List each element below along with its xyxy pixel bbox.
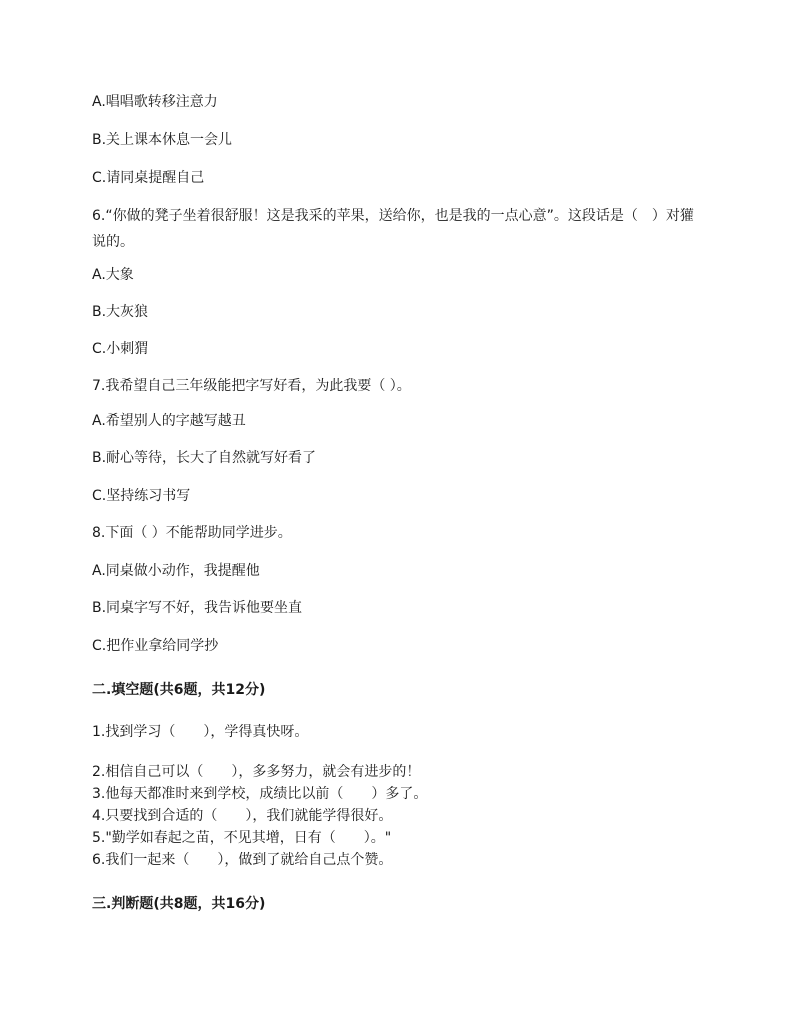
option-6b: B.大灰狼 bbox=[92, 304, 149, 320]
option-5b: B.关上课本休息一会儿 bbox=[92, 132, 233, 148]
option-7a: A.希望别人的字越写越丑 bbox=[92, 413, 246, 429]
option-6c: C.小刺猬 bbox=[92, 341, 149, 357]
fill-blank-5: 5."勤学如春起之苗，不见其增，日有（ ）。" bbox=[92, 830, 392, 846]
option-6a: A.大象 bbox=[92, 267, 134, 283]
question-8: 8.下面（ ）不能帮助同学进步。 bbox=[92, 525, 292, 541]
question-6: 6.“你做的凳子坐着很舒服！这是我采的苹果，送给你，也是我的一点心意”。这段话是（ ）对獾说的。 bbox=[92, 208, 694, 250]
question-7: 7.我希望自己三年级能把字写好看，为此我要（ ）。 bbox=[92, 378, 411, 394]
option-5c: C.请同桌提醒自己 bbox=[92, 170, 205, 186]
fill-blank-3: 3.他每天都准时来到学校，成绩比以前（ ）多了。 bbox=[92, 786, 428, 802]
fill-blank-6: 6.我们一起来（ ），做到了就给自己点个赞。 bbox=[92, 852, 393, 868]
option-8c: C.把作业拿给同学抄 bbox=[92, 638, 219, 654]
option-5a: A.唱唱歌转移注意力 bbox=[92, 94, 218, 110]
option-7b: B.耐心等待，长大了自然就写好看了 bbox=[92, 450, 317, 466]
section-true-false-heading: 三.判断题(共8题，共16分) bbox=[92, 896, 266, 912]
fill-blank-2: 2.相信自己可以（ ），多多努力，就会有进步的！ bbox=[92, 764, 421, 780]
fill-blank-4: 4.只要找到合适的（ ），我们就能学得很好。 bbox=[92, 808, 393, 824]
section-fill-blank-heading: 二.填空题(共6题，共12分) bbox=[92, 682, 266, 698]
option-7c: C.坚持练习书写 bbox=[92, 488, 191, 504]
fill-blank-1: 1.找到学习（ ），学得真快呀。 bbox=[92, 724, 309, 740]
option-8a: A.同桌做小动作，我提醒他 bbox=[92, 563, 260, 579]
option-8b: B.同桌字写不好，我告诉他要坐直 bbox=[92, 600, 303, 616]
